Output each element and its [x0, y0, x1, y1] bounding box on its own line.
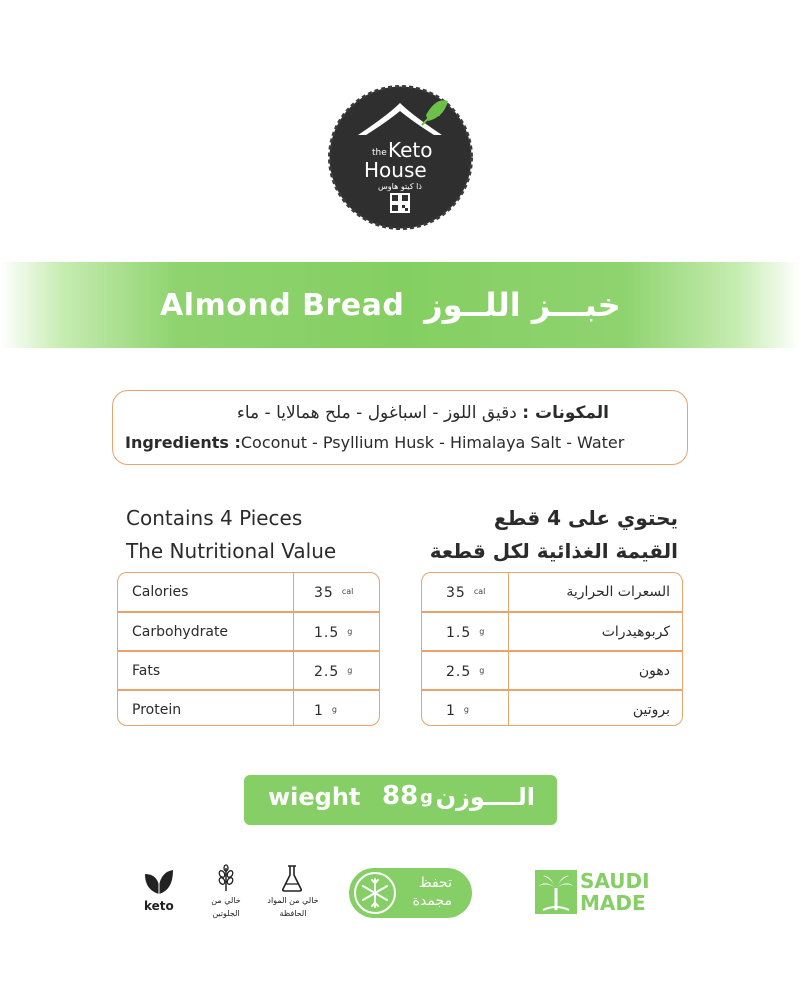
nutrient-value: 1	[446, 702, 456, 719]
pieces-heading-ar: يحتوي على 4 قطع	[493, 506, 678, 530]
table-row	[118, 691, 379, 727]
table-row	[118, 652, 379, 691]
table-row	[118, 573, 379, 612]
ingredients-en	[125, 433, 624, 452]
gluten-free-text-1: خالي من	[211, 896, 241, 905]
preservative-free-text-1: خالي من المواد	[267, 896, 319, 905]
nutrient-value-cell	[422, 691, 509, 727]
ingredients-label-ar: المكونات :	[522, 403, 609, 423]
nutrient-unit: cal	[473, 587, 486, 596]
nutrient-value-cell	[422, 652, 509, 691]
keep-frozen-text-1: تحفظ	[418, 875, 452, 891]
nutrient-unit: g	[347, 626, 353, 636]
nutrient-label: دهون	[638, 662, 670, 679]
nutrition-heading-en: The Nutritional Value	[126, 539, 337, 563]
keep-frozen-text-2: مجمدة	[412, 893, 452, 909]
ingredients-text-ar: دقيق اللوز - اسباغول - ملح همالايا - ماء	[236, 403, 517, 423]
nutrient-label: السعرات الحرارية	[566, 584, 670, 600]
keto-house-logo	[328, 85, 473, 230]
nutrient-unit: g	[347, 665, 353, 675]
weight-label-en: wieght	[268, 783, 361, 811]
logo-line1: Keto	[388, 138, 433, 162]
nutrient-value: 35	[314, 585, 334, 601]
nutrient-label: بروتين	[632, 701, 670, 718]
logo-small-text: the	[372, 148, 387, 158]
nutrient-value-cell	[293, 573, 380, 612]
nutrient-value-cell	[293, 691, 380, 727]
palm-tree-icon	[535, 870, 577, 918]
nutrient-label: Fats	[132, 662, 161, 679]
table-row	[422, 573, 682, 612]
pieces-heading-en: Contains 4 Pieces	[126, 506, 303, 530]
table-row	[422, 613, 682, 652]
ingredients-text-en: Coconut - Psyllium Husk - Himalaya Salt - Water	[240, 433, 625, 452]
nutrient-label: كربوهيدرات	[601, 623, 670, 640]
nutrient-value: 2.5	[446, 663, 472, 680]
nutrition-table-en	[117, 572, 380, 726]
nutrient-unit: g	[479, 665, 485, 675]
nutrient-label: Carbohydrate	[132, 623, 229, 640]
product-name-en: Almond Bread	[160, 288, 405, 323]
table-row	[422, 691, 682, 727]
nutrient-value: 1.5	[314, 624, 340, 641]
table-row	[422, 652, 682, 691]
table-row	[118, 613, 379, 652]
nutrient-value-cell	[293, 613, 380, 652]
nutrient-label: Protein	[132, 701, 182, 718]
weight-label-ar: الــــوزن	[435, 783, 535, 811]
ingredients-ar	[237, 403, 609, 423]
nutrient-value: 2.5	[314, 663, 340, 680]
flask-icon	[280, 864, 304, 892]
nutrient-unit: cal	[341, 587, 354, 596]
logo-arabic: ذا كيتو هاوس	[378, 182, 422, 191]
gluten-free-text-2: الجلوتين	[212, 909, 240, 918]
keep-frozen-badge	[349, 868, 472, 918]
nutrient-value: 1.5	[446, 624, 472, 641]
weight-number: 88	[382, 781, 419, 811]
nutrient-value-cell	[422, 573, 509, 612]
weight-unit: g	[420, 787, 433, 808]
nutrient-value-cell	[293, 652, 380, 691]
saudi-text: SAUDI	[580, 869, 650, 893]
nutrition-heading-ar: القيمة الغذائية لكل قطعة	[429, 539, 678, 563]
ingredients-label-en: Ingredients :	[125, 433, 241, 452]
saudi-made-label	[580, 870, 650, 914]
keto-leaf-icon	[143, 866, 175, 896]
preservative-free-text-2: الحافظة	[279, 909, 307, 918]
nutrition-table-ar	[421, 572, 683, 726]
logo-line2: House	[364, 158, 427, 182]
ingredients-box	[112, 390, 688, 465]
nutrient-value: 35	[446, 585, 466, 601]
wheat-icon	[216, 864, 236, 892]
nutrient-unit: g	[479, 626, 485, 636]
weight-badge	[244, 775, 557, 825]
snowflake-icon	[353, 871, 397, 915]
product-name-ar: خبـــز اللــوز	[424, 286, 621, 324]
nutrient-label: Calories	[132, 584, 189, 600]
nutrient-value-cell	[422, 613, 509, 652]
keto-label: keto	[144, 899, 174, 913]
made-text: MADE	[580, 891, 646, 915]
nutrient-unit: g	[463, 704, 469, 714]
nutrient-unit: g	[331, 704, 337, 714]
nutrient-value: 1	[314, 702, 324, 719]
